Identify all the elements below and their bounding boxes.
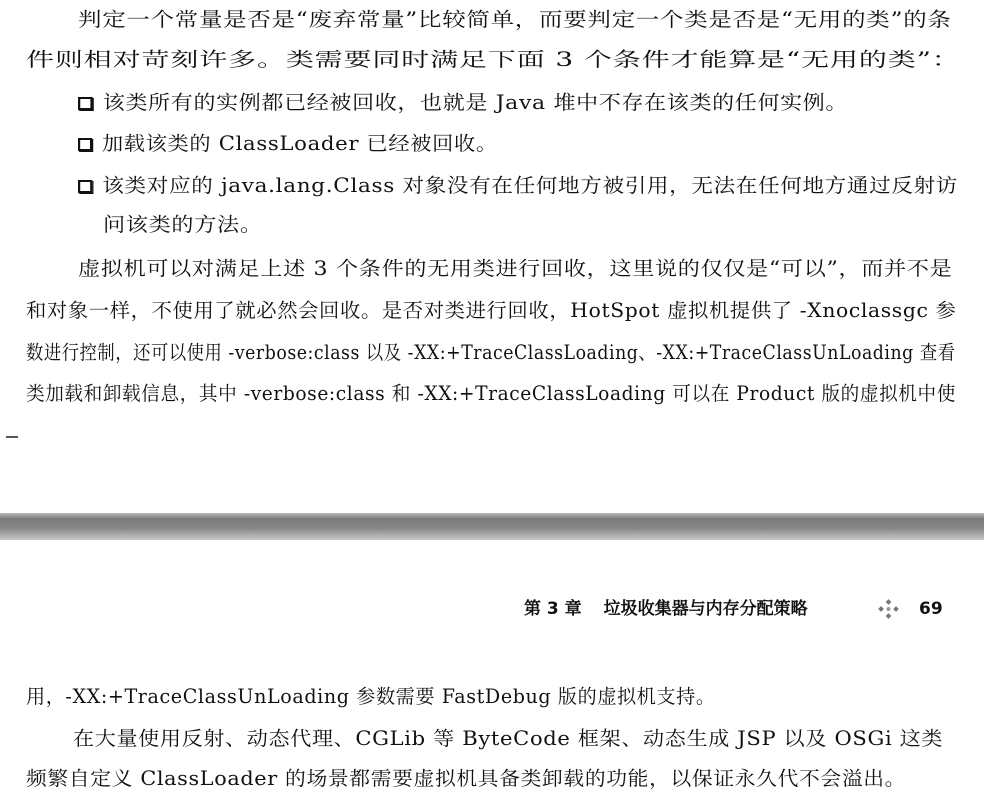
condition-item-1	[78, 90, 848, 116]
page-separator	[0, 513, 984, 540]
paragraph-2-line-1: 虚拟机可以对满足上述 3 个条件的无用类进行回收，这里说的仅仅是“可以”，而并不是	[78, 257, 953, 280]
condition-item-2	[78, 131, 498, 157]
checkbox-bullet-icon	[78, 138, 92, 151]
scan-artifact-mark	[6, 436, 18, 438]
condition-2-text: 加载该类的 ClassLoader 已经被回收。	[101, 132, 498, 155]
chapter-number: 第 3 章	[524, 599, 582, 619]
chapter-title: 垃圾收集器与内存分配策略	[603, 599, 808, 619]
paragraph-3-line-2: 频繁自定义 ClassLoader 的场景都需要虚拟机具备类卸载的功能，以保证永久代不会溢出。	[26, 767, 907, 790]
checkbox-bullet-icon	[78, 180, 92, 193]
paragraph-3-line-1: 在大量使用反射、动态代理、CGLib 等 ByteCode 框架、动态生成 JSP 以及 OSGi 这类	[73, 727, 944, 750]
condition-3-text-line-2: 问该类的方法。	[103, 213, 263, 236]
continuation-line: 用，-XX:+TraceClassUnLoading 参数需要 FastDebug 版的虚拟机支持。	[26, 685, 716, 708]
running-head	[524, 598, 808, 620]
bottom-page-fragment	[0, 540, 984, 800]
paragraph-2-line-4: 类加载和卸载信息，其中 -verbose:class 和 -XX:+TraceClassLoading 可以在 Product 版的虚拟机中使	[26, 382, 956, 405]
page-number: 69	[919, 599, 943, 619]
checkbox-bullet-icon	[78, 97, 93, 110]
condition-1-text: 该类所有的实例都已经被回收，也就是 Java 堆中不存在该类的任何实例。	[102, 91, 849, 114]
paragraph-2-line-2: 和对象一样，不使用了就必然会回收。是否对类进行回收，HotSpot 虚拟机提供了 -Xnoclassgc 参	[26, 299, 957, 322]
condition-item-3	[78, 173, 958, 199]
paragraph-1-line-1: 判定一个常量是否是“废弃常量”比较简单，而要判定一个类是否是“无用的类”的条	[78, 8, 952, 31]
diamond-dots-icon	[876, 599, 902, 621]
condition-3-text-line-1: 该类对应的 java.lang.Class 对象没有在任何地方被引用，无法在任何地方通过反射访	[102, 174, 959, 197]
paragraph-2-line-3: 数进行控制，还可以使用 -verbose:class 以及 -XX:+TraceClassLoading、-XX:+TraceClassUnLoading 查看	[26, 341, 956, 364]
paragraph-1-line-2: 件则相对苛刻许多。类需要同时满足下面 3 个条件才能算是“无用的类”：	[26, 48, 961, 71]
